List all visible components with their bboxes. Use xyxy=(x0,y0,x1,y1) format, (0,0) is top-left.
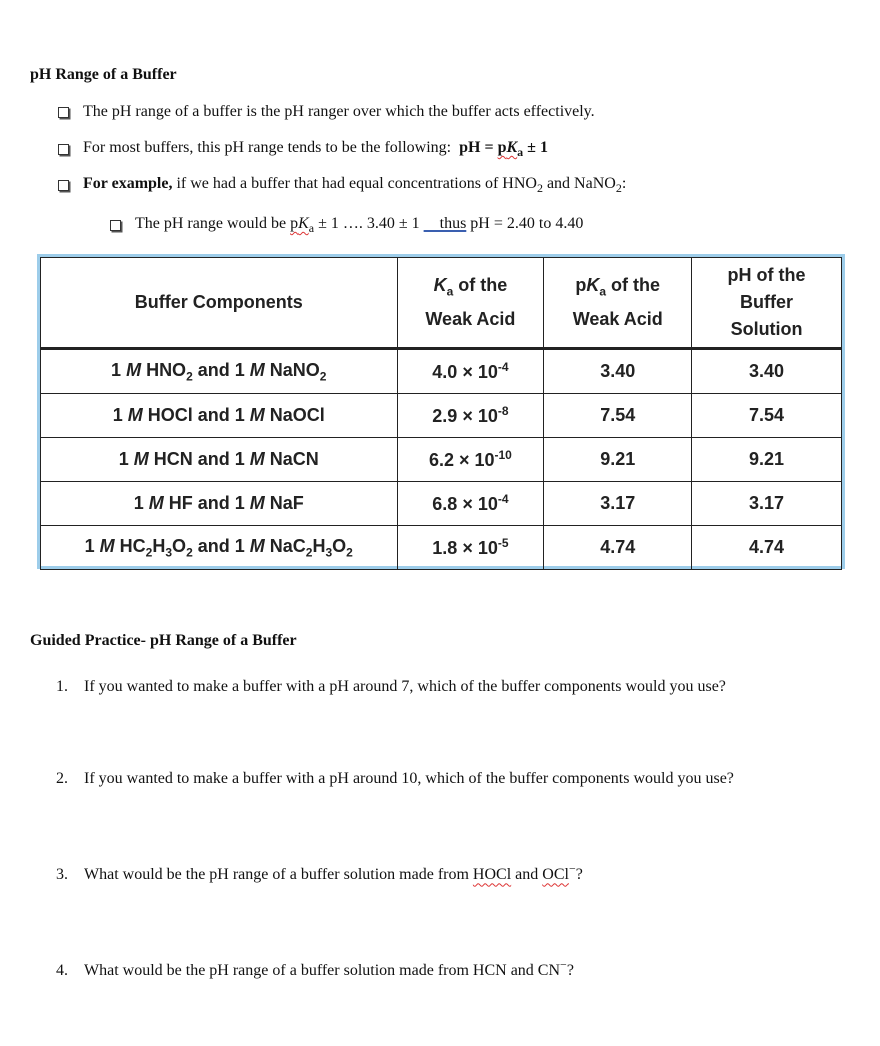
cell-ph: 9.21 xyxy=(692,438,842,482)
section-title: pH Range of a Buffer xyxy=(30,66,177,83)
cell-components: 1 M HF and 1 M NaF xyxy=(41,482,398,526)
cell-ph: 3.17 xyxy=(692,482,842,526)
cell-ka: $1.8 \times 10^{-5}$ xyxy=(397,526,544,570)
table-row xyxy=(41,349,842,394)
question-number: 4. xyxy=(56,962,68,980)
cell-ka: $4.0 \times 10^{-4}$ xyxy=(397,349,544,394)
checkbox-bullet-icon xyxy=(110,220,121,231)
bullet-1 xyxy=(58,103,595,121)
cell-ka: $2.9 \times 10^{-8}$ xyxy=(397,394,544,438)
sub-bullet-text: The pH range would be $pK_a \pm 1$ …. 3.40 ± 1 thus pH = 2.40 to 4.40 xyxy=(135,215,584,236)
question-text: If you wanted to make a buffer with a pH around 10, which of the buffer components would you use? xyxy=(84,770,734,787)
cell-components: 1 M $HC_2H_3O_2$ and 1 M $NaC_2H_3O_2$ xyxy=(41,526,398,570)
checkbox-bullet-icon xyxy=(58,180,69,191)
question-text: What would be the pH range of a buffer solution made from HCN and CN−? xyxy=(84,958,574,980)
question-text: What would be the pH range of a buffer solution made from HOCl and OCl−? xyxy=(84,862,583,884)
question-3 xyxy=(56,862,583,884)
bullet-1-text: The pH range of a buffer is the pH ranger over which the buffer acts effectively. xyxy=(83,103,595,120)
cell-ph: 4.74 xyxy=(692,526,842,570)
cell-pka: 3.40 xyxy=(544,349,692,394)
question-text: If you wanted to make a buffer with a pH around 7, which of the buffer components would you use? xyxy=(84,678,726,695)
cell-pka: 7.54 xyxy=(544,394,692,438)
cell-ph: 7.54 xyxy=(692,394,842,438)
table-row xyxy=(41,482,842,526)
question-number: 1. xyxy=(56,678,68,695)
question-2 xyxy=(56,770,734,788)
checkbox-bullet-icon xyxy=(58,107,69,118)
sub-bullet xyxy=(110,215,583,236)
cell-pka: 9.21 xyxy=(544,438,692,482)
bullet-3 xyxy=(58,175,626,196)
question-number: 2. xyxy=(56,770,68,787)
cell-ka: $6.8 \times 10^{-4}$ xyxy=(397,482,544,526)
question-number: 3. xyxy=(56,866,68,884)
checkbox-bullet-icon xyxy=(58,144,69,155)
table-row xyxy=(41,526,842,570)
question-1 xyxy=(56,678,726,696)
cell-ph: 3.40 xyxy=(692,349,842,394)
table-row xyxy=(41,394,842,438)
cell-components: 1 M HCN and 1 M NaCN xyxy=(41,438,398,482)
cell-ka: $6.2 \times 10^{-10}$ xyxy=(397,438,544,482)
table-row xyxy=(41,438,842,482)
practice-title: Guided Practice- pH Range of a Buffer xyxy=(30,632,297,649)
header-ka: $K_a$ of the Weak Acid xyxy=(397,258,544,349)
question-4 xyxy=(56,958,574,980)
header-buffer-components: Buffer Components xyxy=(41,258,398,349)
cell-pka: 4.74 xyxy=(544,526,692,570)
bullet-2 xyxy=(58,139,548,160)
header-ph: pH of the Buffer Solution xyxy=(692,258,842,349)
buffer-table xyxy=(40,257,842,570)
bullet-3-bold: For example, xyxy=(83,175,173,192)
cell-components: 1 M $HNO_2$ and 1 M NaNO$_2$ xyxy=(41,349,398,394)
bullet-2-text: For most buffers, this pH range tends to be the following: pH = $pK_a \pm 1$ xyxy=(83,139,548,160)
cell-components: 1 M HOCl and 1 M NaOCl xyxy=(41,394,398,438)
header-pka: $pK_a$ of the Weak Acid xyxy=(544,258,692,349)
cell-pka: 3.17 xyxy=(544,482,692,526)
bullet-3-text: For example, if we had a buffer that had equal concentrations of $HNO_2$ and NaNO$_2$: xyxy=(83,175,627,196)
